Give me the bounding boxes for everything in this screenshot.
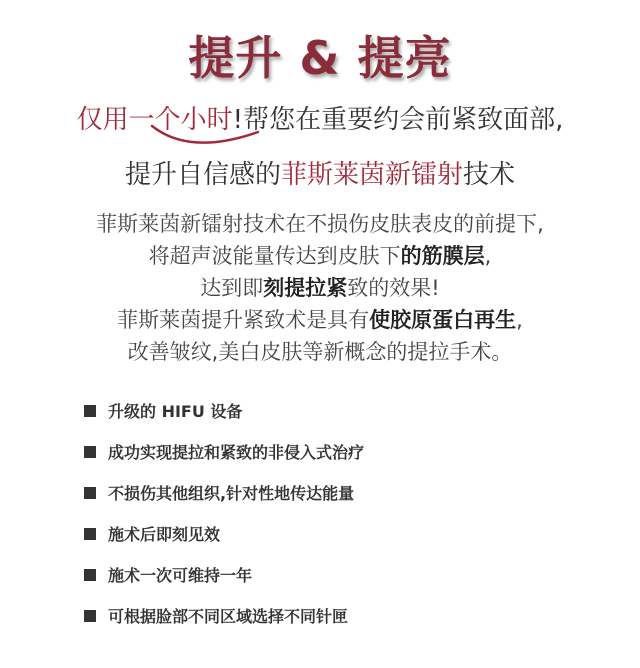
square-bullet-icon <box>84 405 96 417</box>
tagline-highlight: 仅用一个小时 <box>76 105 233 135</box>
feature-item <box>84 472 604 513</box>
description <box>0 208 640 368</box>
feature-item <box>84 554 604 595</box>
square-bullet-icon <box>84 487 96 499</box>
feature-text: 不损伤其他组织,针对性地传达能量 <box>108 484 355 503</box>
description-line-1: 菲斯莱茵新镭射技术在不损伤皮肤表皮的前提下, <box>96 212 544 236</box>
description-line-3-bold: 刻提拉紧 <box>263 276 348 300</box>
subtitle <box>0 155 640 195</box>
description-line-2-text: 将超声波能量传达到皮肤下 <box>148 244 401 268</box>
description-line-5: 改善皱纹,美白皮肤等新概念的提拉手术。 <box>127 340 513 364</box>
description-line-3-end: 致的效果! <box>347 276 440 300</box>
description-line-3 <box>0 272 640 304</box>
tagline-rest: !帮您在重要约会前紧致面部, <box>232 105 564 135</box>
feature-text: 施术一次可维持一年 <box>108 566 253 585</box>
description-line-2-end: , <box>484 244 492 268</box>
description-line-2 <box>0 240 640 272</box>
square-bullet-icon <box>84 610 96 622</box>
feature-item <box>84 390 604 431</box>
page-title: 提升 & 提亮 <box>188 31 452 85</box>
feature-list <box>84 390 604 636</box>
feature-item <box>84 595 604 636</box>
description-line-2-bold: 的筋膜层 <box>400 244 485 268</box>
description-line-3-text: 达到即 <box>200 276 264 300</box>
square-bullet-icon <box>84 446 96 458</box>
description-line-4 <box>0 304 640 336</box>
subtitle-highlight: 菲斯莱茵新镭射 <box>280 160 463 190</box>
subtitle-after: 技术 <box>463 160 516 190</box>
feature-text: 升级的 HIFU 设备 <box>108 402 243 421</box>
tagline <box>0 100 640 140</box>
feature-item <box>84 431 604 472</box>
description-line-4-text: 菲斯莱茵提升紧致术是具有 <box>117 308 370 332</box>
subtitle-before: 提升自信感的 <box>124 160 281 190</box>
description-line-4-bold: 使胶原蛋白再生 <box>369 308 517 332</box>
description-line-4-end: , <box>516 308 523 332</box>
feature-text: 成功实现提拉和紧致的非侵入式治疗 <box>108 443 365 462</box>
square-bullet-icon <box>84 569 96 581</box>
feature-text: 可根据脸部不同区域选择不同针匣 <box>108 607 349 626</box>
feature-text: 施术后即刻见效 <box>108 525 221 544</box>
feature-item <box>84 513 604 554</box>
square-bullet-icon <box>84 528 96 540</box>
